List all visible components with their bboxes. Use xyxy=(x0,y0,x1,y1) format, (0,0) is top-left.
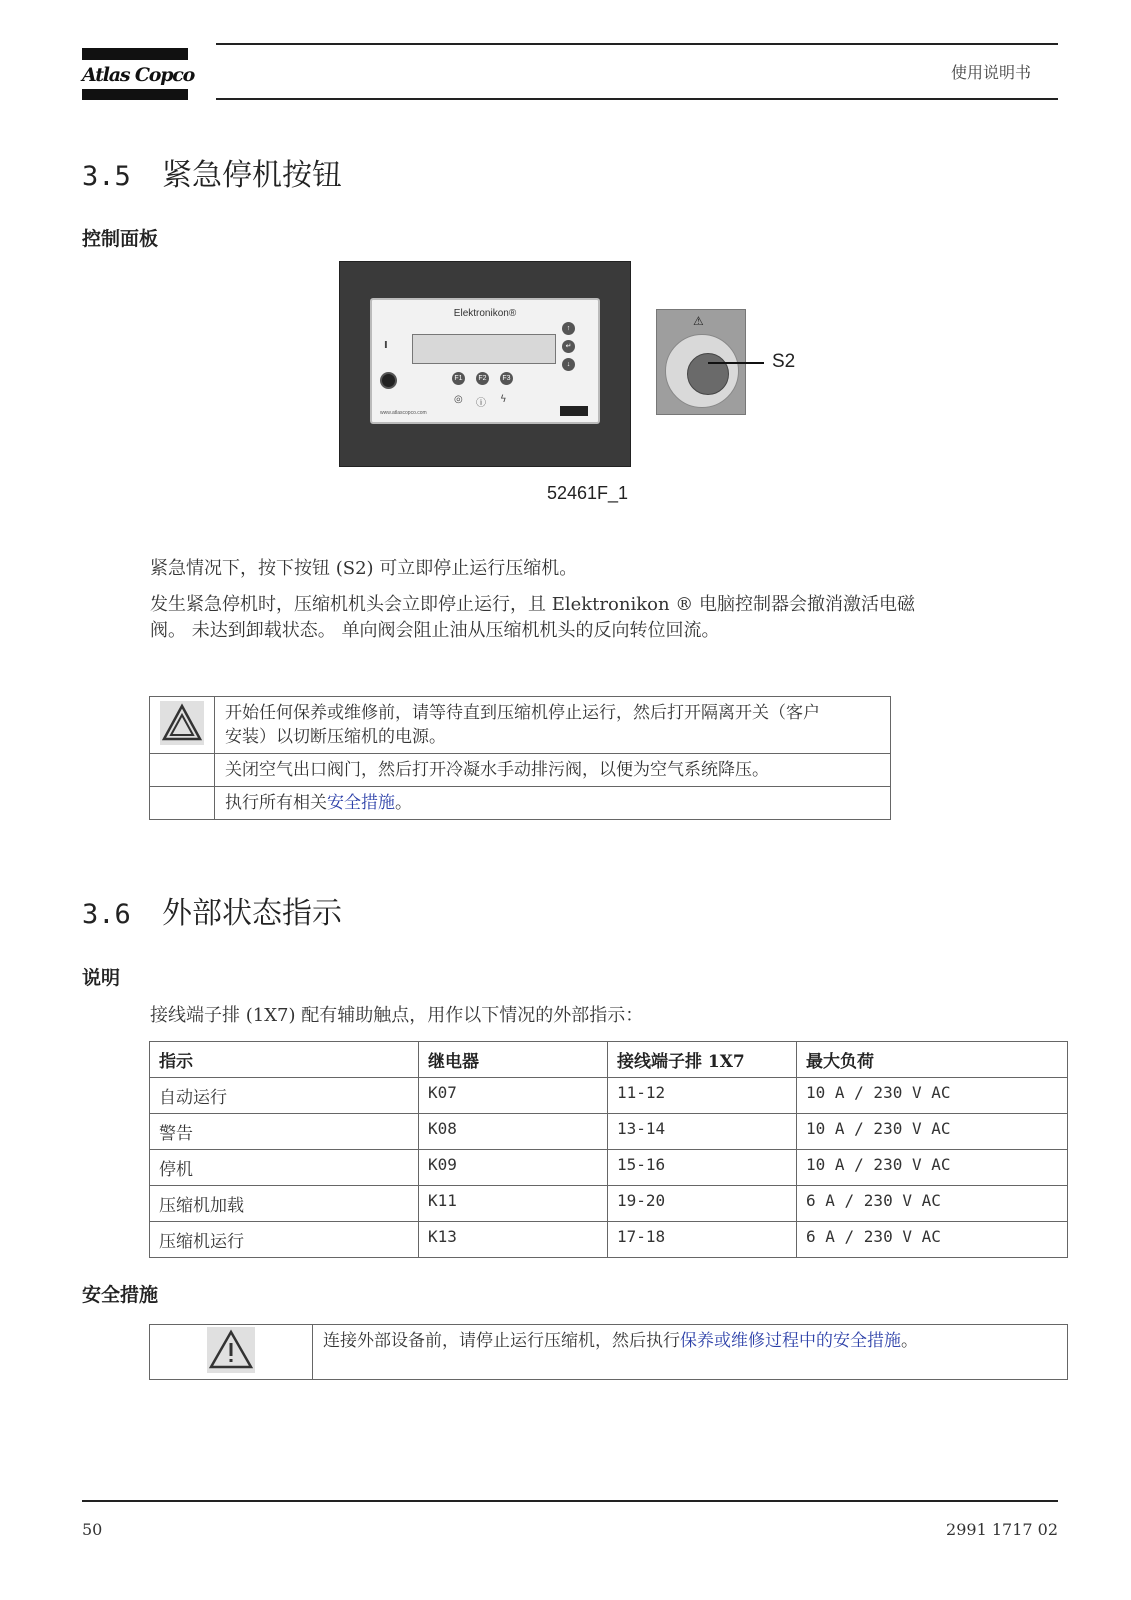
column-header: 继电器 xyxy=(419,1042,608,1078)
f3-button: F3 xyxy=(500,372,513,385)
description-subheading: 说明 xyxy=(82,967,121,989)
warning-triangle-icon xyxy=(207,1327,255,1373)
warning-text-1-line-1: 开始任何保养或维修前，请等待直到压缩机停止运行，然后打开隔离开关（客户 xyxy=(225,703,820,723)
warning-text-1 xyxy=(215,697,891,754)
column-header: 接线端子排 1X7 xyxy=(608,1042,797,1078)
figure-id: 52461F_1 xyxy=(547,483,629,503)
panel-url: www.atlascopco.com xyxy=(380,410,427,416)
safety-icon-cell xyxy=(150,1325,313,1380)
warning-row xyxy=(150,787,891,820)
document-type: 使用说明书 xyxy=(950,63,1031,82)
table-cell: 自动运行 xyxy=(150,1078,419,1114)
table-cell: 10 A / 230 V AC xyxy=(797,1078,1068,1114)
table-cell: 压缩机运行 xyxy=(150,1222,419,1258)
logo-top-bar xyxy=(82,48,188,60)
table-row xyxy=(150,1114,1068,1150)
table-cell: 17-18 xyxy=(608,1222,797,1258)
table-row xyxy=(150,1222,1068,1258)
table-cell: 13-14 xyxy=(608,1114,797,1150)
table-cell: 停机 xyxy=(150,1150,419,1186)
table-header-row xyxy=(150,1042,1068,1078)
warning-text-3-prefix: 执行所有相关 xyxy=(225,793,327,813)
table-cell: K08 xyxy=(419,1114,608,1150)
warning-row xyxy=(150,754,891,787)
safety-text-suffix: 。 xyxy=(901,1331,918,1351)
section-title: 紧急停机按钮 xyxy=(162,158,342,193)
warning-text-3-suffix: 。 xyxy=(395,793,412,813)
footer-rule xyxy=(82,1500,1058,1502)
callout-s2: S2 xyxy=(772,351,796,372)
panel-face xyxy=(370,298,600,424)
warning-text-2: 关闭空气出口阀门，然后打开冷凝水手动排污阀，以便为空气系统降压。 xyxy=(215,754,891,787)
header-bottom-rule xyxy=(216,98,1058,100)
table-row xyxy=(150,1150,1068,1186)
brand-logo xyxy=(82,48,195,100)
header-top-rule xyxy=(216,43,1058,45)
power-icon: ϟ xyxy=(500,394,507,405)
warning-table xyxy=(149,696,891,820)
empty-cell xyxy=(150,754,215,787)
table-cell: K07 xyxy=(419,1078,608,1114)
logo-bottom-bar xyxy=(82,89,188,100)
page-number: 50 xyxy=(82,1520,103,1539)
table-cell: K13 xyxy=(419,1222,608,1258)
table-cell: 压缩机加载 xyxy=(150,1186,419,1222)
safety-text-prefix: 连接外部设备前，请停止运行压缩机，然后执行 xyxy=(323,1331,680,1351)
table-cell: 警告 xyxy=(150,1114,419,1150)
column-header: 指示 xyxy=(150,1042,419,1078)
enter-icon: ↵ xyxy=(562,340,575,353)
auto-icon: ◎ xyxy=(454,394,463,405)
table-cell: 10 A / 230 V AC xyxy=(797,1150,1068,1186)
paragraph-2-line-2: 阀。 未达到卸载状态。 单向阀会阻止油从压缩机机头的反向转位回流。 xyxy=(150,620,720,641)
table-cell: 6 A / 230 V AC xyxy=(797,1222,1068,1258)
estop-ring xyxy=(665,334,739,408)
estop-knob xyxy=(687,353,729,395)
safety-subheading: 安全措施 xyxy=(82,1284,159,1306)
safety-precautions-link[interactable]: 安全措施 xyxy=(327,793,395,813)
arrow-down-icon: ↓ xyxy=(562,358,575,371)
panel-display xyxy=(412,334,556,364)
table-cell: 11-12 xyxy=(608,1078,797,1114)
table-cell: 10 A / 230 V AC xyxy=(797,1114,1068,1150)
status-indication-table xyxy=(149,1041,1068,1258)
warning-triangle-icon: ⚠ xyxy=(693,314,704,328)
section-3-5-heading xyxy=(82,150,342,194)
warning-icon: ⓘ xyxy=(476,398,486,409)
f1-button: F1 xyxy=(452,372,465,385)
panel-logo xyxy=(560,406,588,416)
control-panel-photo xyxy=(339,261,631,467)
table-cell: 6 A / 230 V AC xyxy=(797,1186,1068,1222)
warning-icon-cell xyxy=(150,697,215,754)
table-cell: K11 xyxy=(419,1186,608,1222)
table-row xyxy=(150,1078,1068,1114)
intro-paragraph: 接线端子排 (1X7) 配有辅助触点，用作以下情况的外部指示： xyxy=(150,1005,644,1026)
table-cell: 15-16 xyxy=(608,1150,797,1186)
warning-text-3 xyxy=(215,787,891,820)
paragraph-1: 紧急情况下，按下按钮 (S2) 可立即停止运行压缩机。 xyxy=(150,558,578,579)
empty-cell xyxy=(150,787,215,820)
section-number: 3.6 xyxy=(82,899,131,930)
document-number: 2991 1717 02 xyxy=(946,1520,1058,1539)
paragraph-2-line-1: 发生紧急停机时，压缩机机头会立即停止运行，且 Elektronikon ® 电脑控制器会撤消激活电磁 xyxy=(150,594,915,615)
control-panel-subheading: 控制面板 xyxy=(82,228,159,250)
callout-leader-line xyxy=(708,362,764,364)
panel-brand: Elektronikon® xyxy=(453,308,517,319)
section-3-6-heading xyxy=(82,888,342,932)
f2-button: F2 xyxy=(476,372,489,385)
table-row xyxy=(150,1186,1068,1222)
start-icon: I xyxy=(384,340,388,351)
logo-text: Atlas Copco xyxy=(82,64,195,86)
section-title: 外部状态指示 xyxy=(162,896,342,931)
warning-row xyxy=(150,697,891,754)
safety-row xyxy=(150,1325,1068,1380)
column-header: 最大负荷 xyxy=(797,1042,1068,1078)
stop-button-icon xyxy=(380,372,397,389)
safety-text xyxy=(313,1325,1068,1380)
safety-maintenance-link[interactable]: 保养或维修过程中的安全措施 xyxy=(680,1331,901,1351)
section-number: 3.5 xyxy=(82,161,131,192)
safety-table xyxy=(149,1324,1068,1380)
arrow-up-icon: ↑ xyxy=(562,322,575,335)
warning-text-1-line-2: 安装）以切断压缩机的电源。 xyxy=(225,727,446,747)
caution-triangle-icon xyxy=(160,701,204,745)
table-cell: K09 xyxy=(419,1150,608,1186)
table-cell: 19-20 xyxy=(608,1186,797,1222)
